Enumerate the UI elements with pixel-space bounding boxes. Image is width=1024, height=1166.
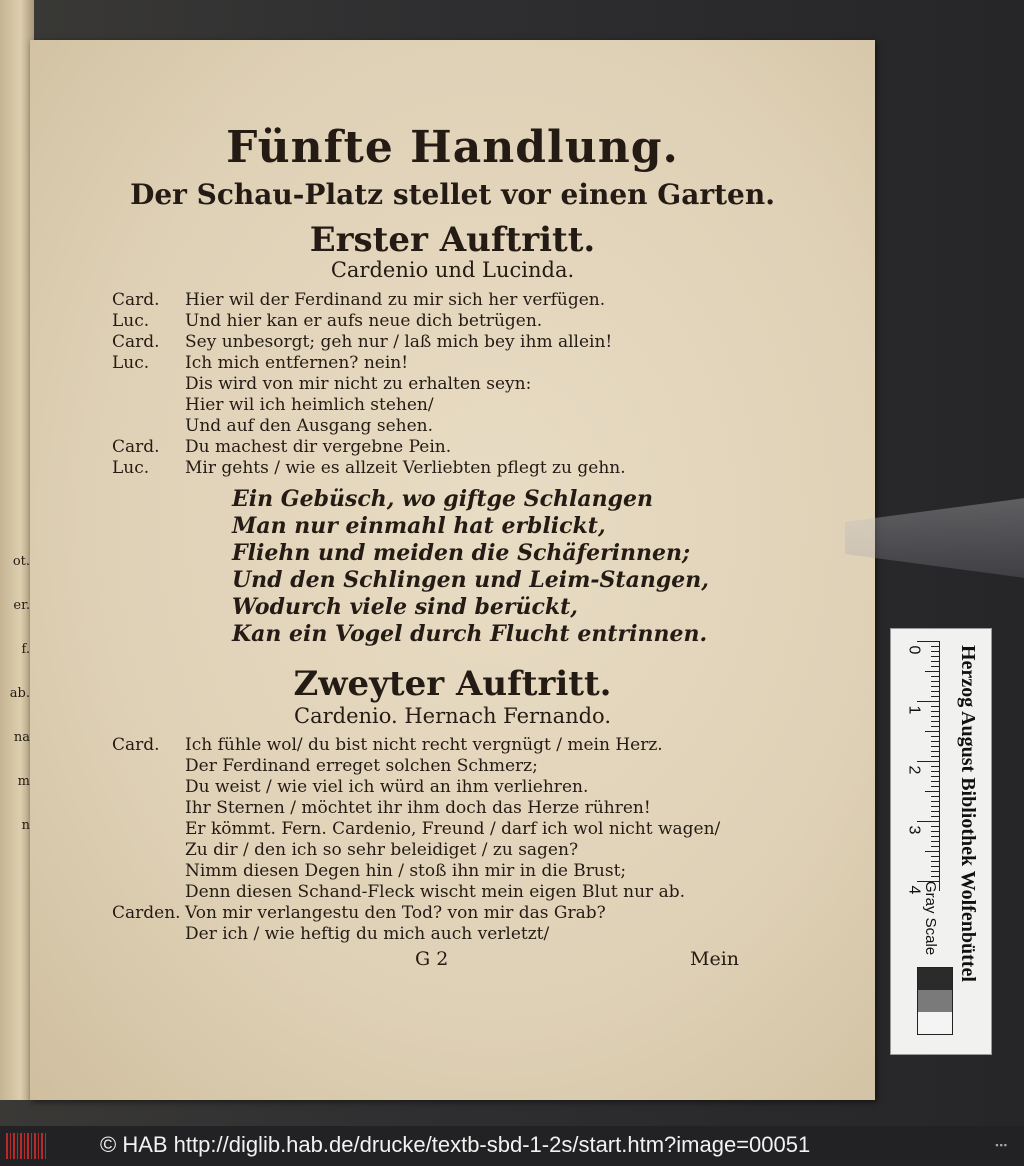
centimeter-scale xyxy=(899,641,940,895)
ruler-number: 3 xyxy=(905,825,923,835)
ruler-tick xyxy=(931,861,939,862)
ruler-tick xyxy=(931,681,939,682)
ruler-tick xyxy=(931,826,939,827)
ruler-tick xyxy=(931,666,939,667)
gray-scale-swatches xyxy=(917,967,953,1035)
facing-page-fragment: er. xyxy=(13,598,30,613)
facing-page-fragment: ab. xyxy=(9,686,30,701)
ruler-tick xyxy=(931,721,939,722)
speaker-name: Luc. xyxy=(112,311,150,331)
gray-swatch xyxy=(918,990,952,1012)
facing-page-fragment: m xyxy=(17,774,30,789)
dialogue-line xyxy=(30,437,875,458)
aria-line: Ein Gebüsch, wo giftge Schlangen xyxy=(232,486,653,512)
copyright-url[interactable]: © HAB http://diglib.hab.de/drucke/textb-sbd-1-2s/start.htm?image=00051 xyxy=(100,1132,811,1157)
ruler-tick xyxy=(931,686,939,687)
page-footer xyxy=(30,948,875,978)
ruler-tick xyxy=(931,656,939,657)
ruler-number: 2 xyxy=(905,765,923,775)
ruler-tick xyxy=(917,701,939,702)
scene-1-title: Erster Auftritt. xyxy=(309,220,596,260)
scene-1-dialogue xyxy=(30,290,875,479)
ruler-tick xyxy=(931,746,939,747)
ruler-tick xyxy=(931,741,939,742)
dialogue-line xyxy=(30,311,875,332)
library-label: Herzog August Bibliothek Wolfenbüttel xyxy=(957,645,979,982)
ruler-number: 0 xyxy=(905,645,923,655)
facing-page-fragment: ot. xyxy=(12,554,30,569)
gray-scale-label: Gray Scale xyxy=(922,881,939,956)
line-text: Nimm diesen Degen hin / stoß ihn mir in die Brust; xyxy=(185,861,627,881)
scale-ruler xyxy=(890,628,992,1055)
line-text: Zu dir / den ich so sehr beleidiget / zu sagen? xyxy=(185,840,579,860)
facing-page-fragments xyxy=(0,540,30,848)
ruler-tick xyxy=(917,641,939,642)
ruler-number: 4 xyxy=(905,885,923,895)
ruler-tick xyxy=(925,731,939,732)
dialogue-line xyxy=(30,924,875,945)
ruler-tick xyxy=(931,801,939,802)
ruler-tick xyxy=(931,676,939,677)
facing-page-fragment: na xyxy=(13,730,30,745)
dialogue-line xyxy=(30,861,875,882)
line-text: Er kömmt. Fern. Cardenio, Freund / darf ich wol nicht wagen/ xyxy=(185,819,721,839)
scene-setting: Der Schau-Platz stellet vor einen Garten. xyxy=(130,178,775,211)
line-text: Du machest dir vergebne Pein. xyxy=(185,437,452,457)
dialogue-line xyxy=(30,819,875,840)
ruler-tick xyxy=(931,811,939,812)
scene-1-cast: Cardenio und Lucinda. xyxy=(330,258,575,282)
dialogue-line xyxy=(30,290,875,311)
dialogue-line xyxy=(30,882,875,903)
ruler-tick xyxy=(931,661,939,662)
line-text: Hier wil ich heimlich stehen/ xyxy=(185,395,434,415)
ruler-tick xyxy=(925,671,939,672)
corner-marks: ▪▪▪ xyxy=(995,1140,1008,1150)
aria-line: Man nur einmahl hat erblickt, xyxy=(232,513,606,539)
aria-line: Fliehn und meiden die Schäferinnen; xyxy=(232,540,691,566)
line-text: Ihr Sternen / möchtet ihr ihm doch das Herze rühren! xyxy=(185,798,651,818)
signature-mark: G 2 xyxy=(415,948,449,970)
ruler-tick xyxy=(925,851,939,852)
scene-2-dialogue xyxy=(30,735,875,945)
dialogue-line xyxy=(30,735,875,756)
aria-line: Und den Schlingen und Leim-Stangen, xyxy=(232,567,709,593)
line-text: Von mir verlangestu den Tod? von mir das Grab? xyxy=(185,903,606,923)
ruler-tick xyxy=(931,726,939,727)
ruler-tick xyxy=(931,736,939,737)
dialogue-line xyxy=(30,353,875,374)
line-text: Sey unbesorgt; geh nur / laß mich bey ihm allein! xyxy=(185,332,613,352)
line-text: Dis wird von mir nicht zu erhalten seyn: xyxy=(185,374,532,394)
aria-line: Wodurch viele sind berückt, xyxy=(232,594,578,620)
ruler-tick xyxy=(931,856,939,857)
ruler-tick xyxy=(931,816,939,817)
ruler-tick xyxy=(931,866,939,867)
ruler-tick xyxy=(931,776,939,777)
speaker-name: Luc. xyxy=(112,353,150,373)
speaker-name: Luc. xyxy=(112,458,150,478)
ruler-tick xyxy=(917,761,939,762)
facing-page-fragment: n xyxy=(21,818,30,833)
dialogue-line xyxy=(30,840,875,861)
ruler-tick xyxy=(931,836,939,837)
line-text: Der Ferdinand erreget solchen Schmerz; xyxy=(185,756,538,776)
ruler-tick xyxy=(931,771,939,772)
aria-line: Kan ein Vogel durch Flucht entrinnen. xyxy=(232,621,708,647)
facing-page-fragment: f. xyxy=(21,642,30,657)
hab-logo-icon xyxy=(6,1133,46,1159)
scene-2-title: Zweyter Auftritt. xyxy=(293,664,612,704)
dialogue-line xyxy=(30,374,875,395)
ruler-tick xyxy=(931,846,939,847)
ruler-tick xyxy=(925,791,939,792)
ruler-tick xyxy=(931,691,939,692)
book-page xyxy=(30,40,875,1100)
line-text: Hier wil der Ferdinand zu mir sich her verfügen. xyxy=(185,290,606,310)
ruler-tick xyxy=(931,696,939,697)
dialogue-line xyxy=(30,458,875,479)
aria-verse xyxy=(232,486,709,648)
speaker-name: Card. xyxy=(112,735,160,755)
ruler-tick xyxy=(931,831,939,832)
ruler-tick xyxy=(931,646,939,647)
dialogue-line xyxy=(30,332,875,353)
line-text: Denn diesen Schand-Fleck wischt mein eigen Blut nur ab. xyxy=(185,882,685,902)
line-text: Ich mich entfernen? nein! xyxy=(185,353,409,373)
line-text: Ich fühle wol/ du bist nicht recht vergnügt / mein Herz. xyxy=(185,735,663,755)
ruler-tick xyxy=(931,711,939,712)
ruler-tick xyxy=(931,796,939,797)
ruler-tick xyxy=(931,651,939,652)
line-text: Und auf den Ausgang sehen. xyxy=(185,416,433,436)
ruler-tick xyxy=(931,806,939,807)
ruler-tick xyxy=(931,706,939,707)
speaker-name: Carden. xyxy=(112,903,181,923)
line-text: Der ich / wie heftig du mich auch verletzt/ xyxy=(185,924,550,944)
catchword: Mein xyxy=(690,948,740,970)
dialogue-line xyxy=(30,798,875,819)
line-text: Mir gehts / wie es allzeit Verliebten pflegt zu gehn. xyxy=(185,458,626,478)
ruler-number: 1 xyxy=(905,705,923,715)
ruler-tick xyxy=(931,766,939,767)
dialogue-line xyxy=(30,395,875,416)
facing-page-edge xyxy=(0,0,34,1100)
ruler-tick xyxy=(931,781,939,782)
ruler-label-area xyxy=(951,645,981,982)
ruler-tick xyxy=(931,786,939,787)
line-text: Du weist / wie viel ich würd an ihm verliehren. xyxy=(185,777,589,797)
speaker-name: Card. xyxy=(112,290,160,310)
dialogue-line xyxy=(30,777,875,798)
dialogue-line xyxy=(30,756,875,777)
dialogue-line xyxy=(30,903,875,924)
gray-swatch xyxy=(918,968,952,990)
ruler-tick xyxy=(931,871,939,872)
act-heading: Fünfte Handlung. xyxy=(226,122,679,173)
speaker-name: Card. xyxy=(112,437,160,457)
ruler-tick xyxy=(931,841,939,842)
speaker-name: Card. xyxy=(112,332,160,352)
gray-swatch xyxy=(918,1012,952,1034)
viewer-footer-bar xyxy=(0,1126,1024,1166)
ruler-tick xyxy=(917,821,939,822)
line-text: Und hier kan er aufs neue dich betrügen. xyxy=(185,311,543,331)
ruler-tick xyxy=(931,751,939,752)
ruler-tick xyxy=(931,876,939,877)
dialogue-line xyxy=(30,416,875,437)
ruler-tick xyxy=(931,716,939,717)
scene-2-cast: Cardenio. Hernach Fernando. xyxy=(294,704,611,728)
ruler-tick xyxy=(931,756,939,757)
